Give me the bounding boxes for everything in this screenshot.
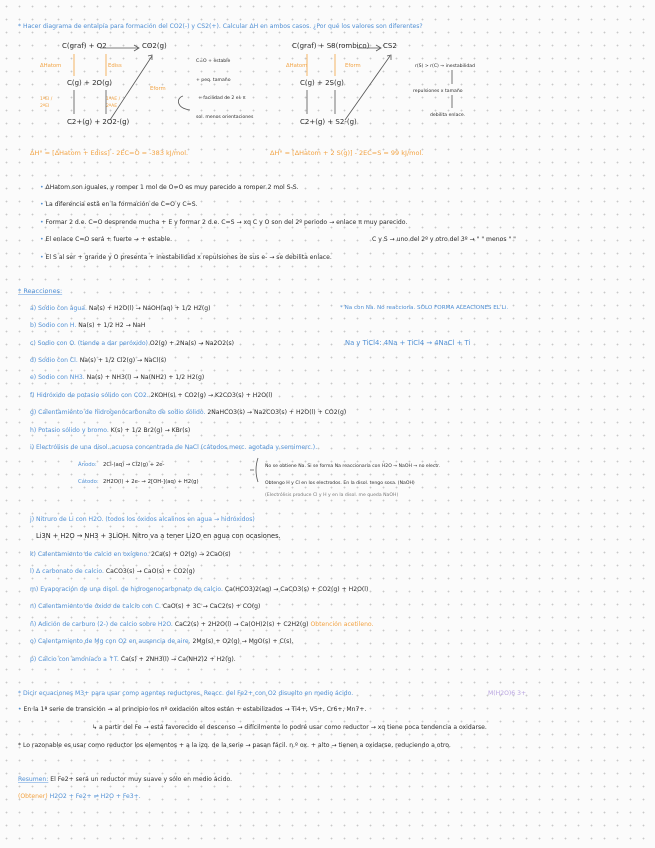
reactions-title: * Reacciones:	[18, 287, 63, 295]
anode-label: Ánodo:	[78, 462, 97, 468]
reaction-l: l) Δ carbonato de calcio. CaCO3(s) → CaO(s) + CO2(g)	[30, 568, 195, 575]
cathode-label: Cátodo:	[78, 479, 99, 485]
co2-note-1: C=O + estable	[196, 59, 231, 64]
reaction-j-eq: Li3N + H2O → NH3 + 3LiOH. Nitro va a tener Li2O en agua con ocasiones.	[36, 532, 281, 540]
co2-ip-labels: 1ªEI / 2ªEI	[40, 97, 53, 109]
explanation-side: C y S → uno del 2º y otro del 3º → " " menos " "	[372, 236, 516, 243]
reaction-o: o) Calentamiento de Mg con O2 en ausencia de aire. 2Mg(s) + O2(g) → MgO(s) + C(s).	[30, 638, 294, 645]
reaction-k: k) Calentamiento de calcio en oxígeno. 2Ca(s) + O2(g) → 2CaO(s)	[30, 551, 231, 558]
co2-mid: C(g) + 2O(g)	[67, 79, 112, 87]
reaction-p: p) Calcio con amoníaco a ↑T. Ca(s) + 2NH3(l) → Ca(NH2)2 + H2(g).	[30, 656, 236, 663]
cs2-form-label: Eform	[345, 63, 361, 69]
bottom-eq: (Obtener) H2O2 + Fe2+ ⇌ H2O + Fe3+.	[18, 793, 141, 800]
electro-note-3: (Electrólisis produce Cl y H y en la disol. me queda NaOH)	[265, 493, 399, 498]
explanation-4: • El enlace C=O será + fuerte → + estable.	[40, 236, 173, 243]
co2-top-right: CO2(g)	[142, 42, 167, 50]
reaction-n: n) Calentamiento de óxido de calcio con C. CaO(s) + 3C → CaC2(s) + CO(g)	[30, 603, 261, 610]
cs2-note-1: r(S) > r(C) → inestabilidad	[415, 64, 476, 69]
reaction-d: d) Sodio con Cl. Na(s) + 1/2 Cl2(g) → NaCl(s)	[30, 357, 167, 364]
reaction-c: c) Sodio con O. (tiende a dar peróxido) O2(g) + 2Na(s) → Na2O2(s)	[30, 340, 235, 347]
co2-form-label: Eform	[150, 86, 166, 92]
co2-ae-labels: 1ªAE / 2ªAE	[106, 97, 121, 109]
electro-note-2: Obtengo H y Cl en los electrodos. En la disol. tengo sosa. (NaOH)	[265, 481, 415, 486]
reaction-b: b) Sodio con H. Na(s) + 1/2 H2 → NaH	[30, 322, 146, 329]
cs2-note-3: debilita enlace.	[430, 113, 466, 118]
co2-note-3: + facilidad de 2 el. π	[198, 96, 246, 101]
co2-atom-label: ΔHatom	[40, 63, 62, 69]
explanation-5: • El S al ser + grande y O presenta + inestabilidad x repulsiones de sus e- → se debilita enlace.	[40, 254, 332, 261]
reaction-e: e) Sodio con NH3. Na(s) + NH3(l) → Na(NH2) + 1/2 H2(g)	[30, 374, 205, 381]
bottom-resume: Resumen: El Fe2+ será un reductor muy suave y sólo en medio ácido.	[18, 776, 233, 783]
explanation-1: • ΔHatom son iguales, y romper 1 mol de O=O es muy parecido a romper 2 mol S-S.	[40, 184, 299, 191]
explanation-3: • Formar 2 d.e. C=O desprende mucha + E y formar 2 d.e. C=S → xq C y O son del 2º periodo → enlace π muy parecido.	[40, 219, 408, 226]
reaction-g: g) Calentamiento de hidrogenocarbonato de sodio sólido. 2NaHCO3(s) → Na2CO3(s) + H2O(l) + CO2(g)	[30, 409, 347, 416]
reaction-m: m) Evaporación de una disol. de hidrogenocarbonato de calcio. Ca(HCO3)2(aq) → CaCO3(s) + CO2(g) + H2O(l)	[30, 586, 369, 593]
bottom-q2b: ↳ a partir del Fe → está favorecido el descenso → difícilmente lo podré usar como reductor → xq tiene poca tendencia a oxidarse.	[92, 724, 487, 731]
cs2-bottom: C2+(g) + S2-(g)	[300, 118, 357, 126]
cs2-formula: ΔH° = [ΔHatom + 2 S(g)] - 2EC=S = 99 kJ/mol.	[270, 149, 424, 157]
electro-note-1: No se obtiene Na. Si se forma Na reaccionaría con H2O → NaOH → no electr.	[265, 464, 441, 469]
cs2-mid: C(g) + 2S(g)	[300, 79, 344, 87]
cs2-atom-label: ΔHatom	[286, 63, 308, 69]
reaction-i: i) Electrólisis de una disol. acuosa concentrada de NaCl (cátodos merc. agotada y semimerc.).	[30, 444, 318, 451]
cs2-top-right: CS2	[383, 42, 397, 50]
side-note-ti: Na y TiCl4: 4Na + TiCl4 → 4NaCl + Ti	[345, 339, 471, 347]
anode-eq: 2Cl-(aq) → Cl2(g) + 2e-	[103, 462, 165, 468]
side-note-na: * Na con Na. No reacciona. SÓLO FORMA ALEACIONES EL Li.	[340, 305, 509, 311]
bottom-q1: * Dicir ecuaciones M3+ para usar como agentes reductores. Reacc. del Fe2+ con O2 disuelto en medio ácido.	[18, 690, 354, 697]
co2-diss-label: Ediss	[108, 63, 122, 69]
reaction-f: f) Hidróxido de potasio sólido con CO2. 2KOH(s) + CO2(g) → K2CO3(s) + H2O(l)	[30, 392, 273, 399]
bottom-q2a: • En la 1ª serie de transición → al principio los nº oxidación altos están + estabilizados → Ti4+, V5+, Cr6+, Mn7+.	[18, 706, 367, 713]
co2-formula: ΔH° = [ΔHatom + Ediss] - 2EC=O = -383 kJ/mol.	[30, 149, 189, 157]
header-question: * Hacer diagrama de entalpía para formación del CO2(-) y CS2(+). Calcular ΔH en ambos casos. ¿Por qué los valores son diferentes?	[18, 23, 423, 30]
reaction-ñ: ñ) Adición de carburo (2-) de calcio sobre H2O. CaC2(s) + 2H2O(l) → Ca(OH)2(s) + C2H2(g) Obtención acetileno.	[30, 621, 374, 628]
bottom-q3: * Lo razonable es usar como reductor los elementos + a la izq. de la serie → pasan fácil. n.º ox. + alto → tienen a oxidarse, reduciendo a otro.	[18, 742, 451, 749]
explanation-2: • La diferencia está en la formación de C=O y C=S.	[40, 201, 198, 208]
cathode-eq: 2H2O(l) + 2e- → 2[OH-](aq) + H2(g)	[103, 479, 199, 485]
reaction-a: a) Sodio con agua. Na(s) + H2O(l) → NaOH(aq) + 1/2 H2(g)	[30, 305, 211, 312]
cs2-note-2: repulsiones x tamaño	[413, 89, 463, 94]
co2-bottom: C2+(g) + 2O2-(g)	[67, 118, 130, 126]
co2-top-left: C(graf) + O2	[62, 42, 107, 50]
bottom-q1-side: M(H2O)6 3+	[488, 690, 527, 697]
reaction-j: j) Nitruro de Li con H2O. (todos los óxidos alcalinos en agua → hidróxidos)	[30, 516, 255, 523]
co2-note-4: sol. menos orientaciones	[196, 115, 254, 120]
reaction-h: h) Potasio sólido y bromo. K(s) + 1/2 Br2(g) → KBr(s)	[30, 427, 191, 434]
cs2-top-left: C(graf) + S8(rombico)	[292, 42, 370, 50]
co2-note-2: + peq. tamaño	[196, 78, 231, 83]
